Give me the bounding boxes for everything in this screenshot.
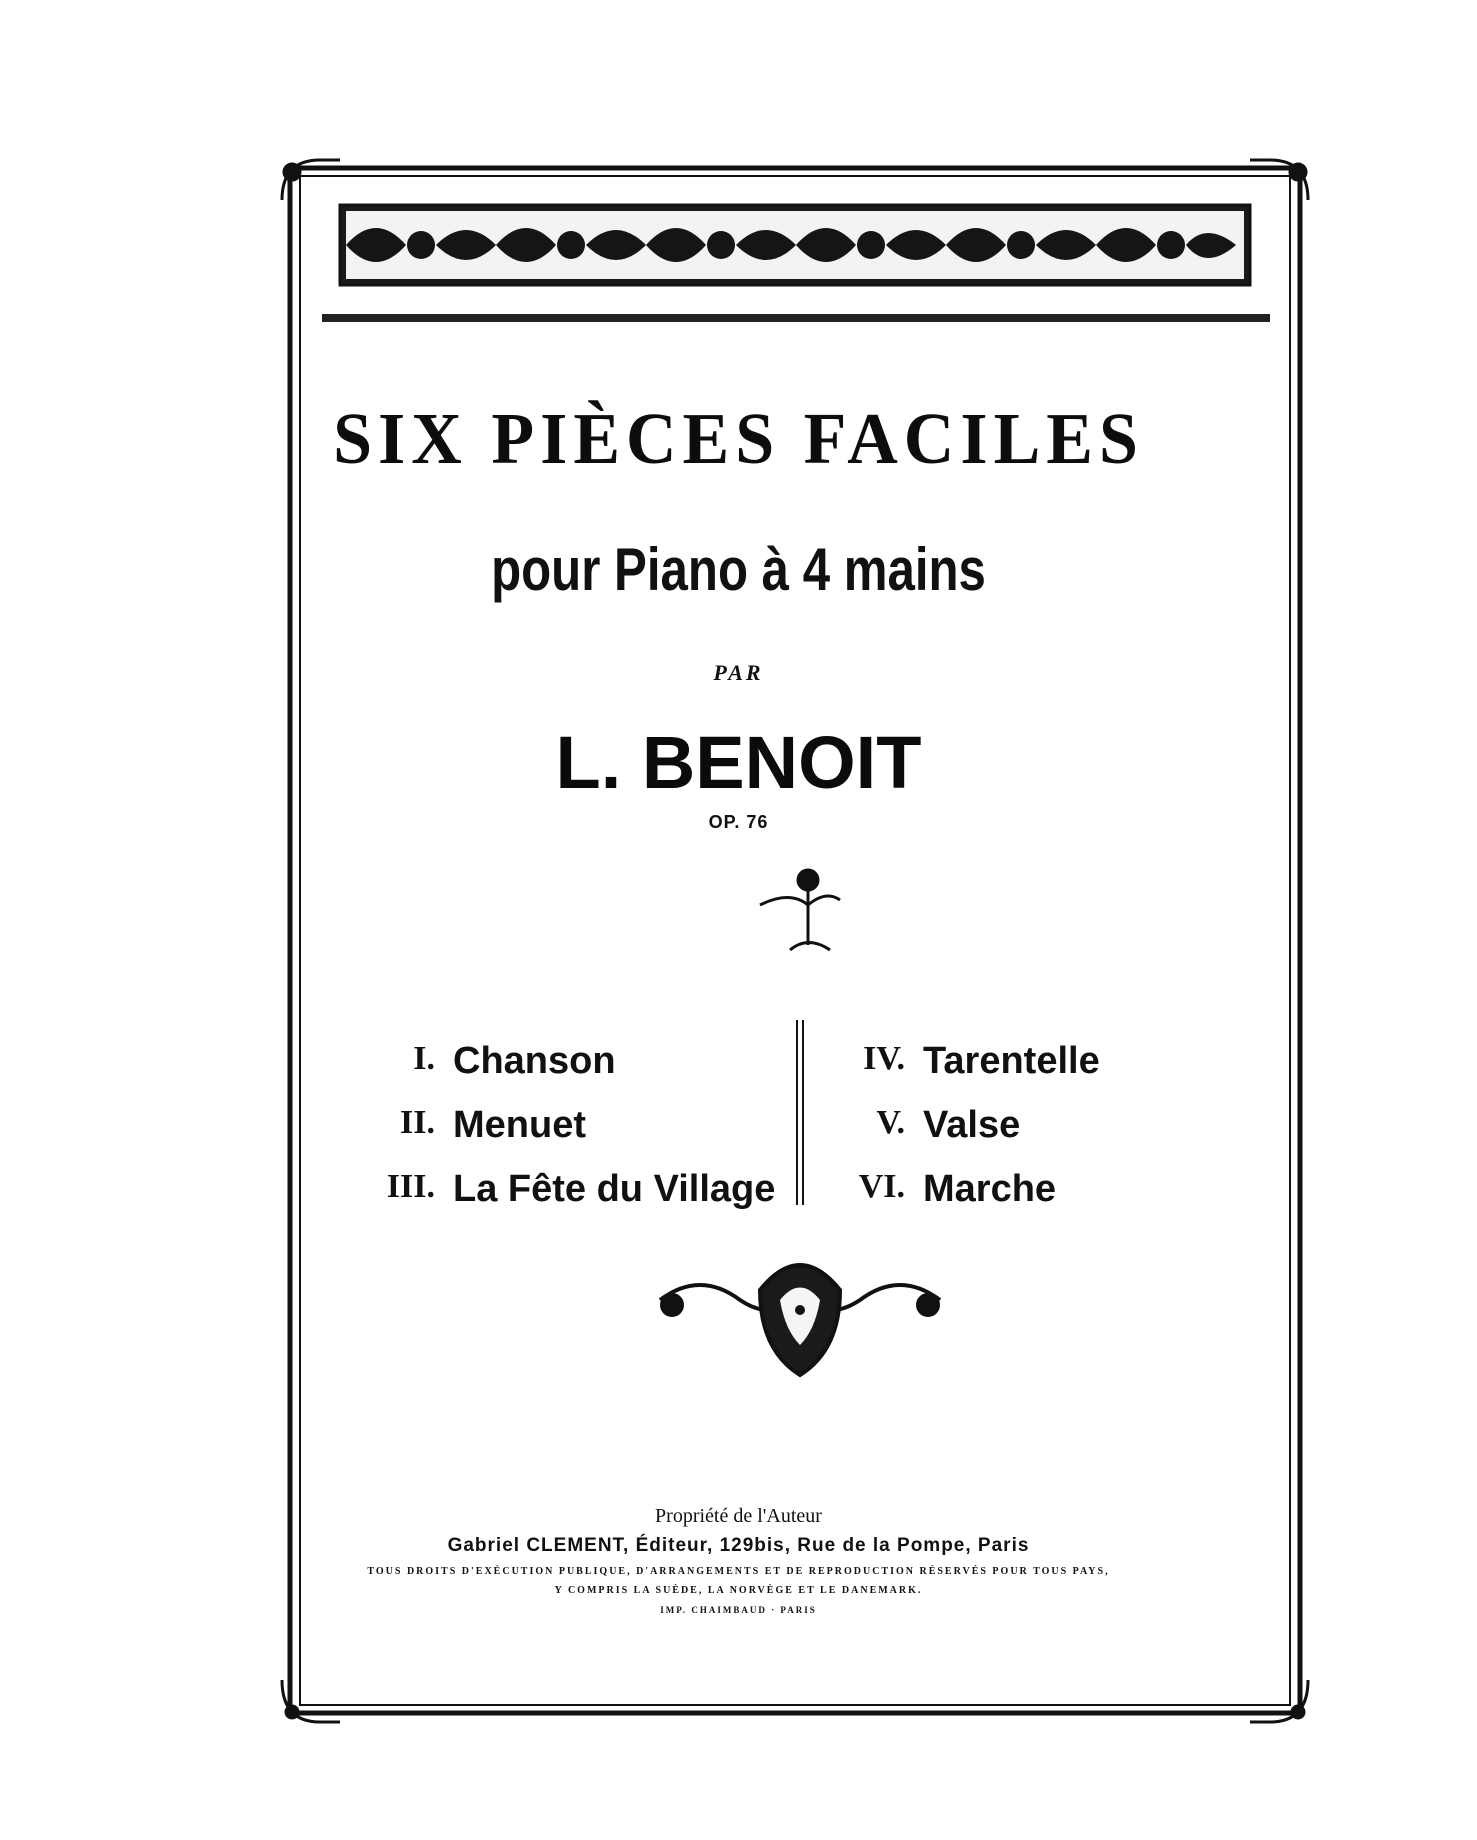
piece-title: Chanson [453,1040,616,1082]
page-subtitle: pour Piano à 4 mains [491,536,986,603]
piece-title: Tarentelle [923,1040,1100,1082]
rights-notice-line1: TOUS DROITS D'EXÉCUTION PUBLIQUE, D'ARRANGEMENTS ET DE REPRODUCTION RÉSERVÉS POUR TOUS PAYS, [367,1566,1110,1577]
piece-number: IV. [863,1040,905,1077]
list-item [825,1168,1056,1211]
publisher-line: Gabriel CLEMENT, Éditeur, 129bis, Rue de la Pompe, Paris [447,1535,1030,1556]
piece-number: III. [386,1168,435,1205]
fleuron-ornament-icon [760,870,840,950]
composer-name: L. BENOIT [555,721,922,804]
list-item [355,1040,616,1083]
piece-title: Marche [923,1168,1057,1210]
printer-line: IMP. CHAIMBAUD · PARIS [660,1605,817,1615]
page-title: SIX PIÈCES FACILES [333,399,1144,480]
header-rule [322,314,1270,322]
piece-number: II. [400,1104,435,1141]
list-item [825,1104,1020,1147]
piece-number: VI. [858,1168,905,1205]
list-item [355,1168,775,1211]
piece-title: La Fête du Village [453,1168,776,1210]
list-item [355,1104,586,1147]
piece-title: Menuet [453,1104,586,1146]
piece-number: I. [413,1040,435,1077]
by-label: PAR [713,660,764,685]
floral-header-band [340,205,1250,285]
property-notice: Propriété de l'Auteur [655,1505,822,1527]
piece-title: Valse [923,1104,1021,1146]
rights-notice-line2: Y COMPRIS LA SUÈDE, LA NORVÈGE ET LE DANEMARK. [554,1585,923,1596]
opus-number: OP. 76 [708,812,769,832]
piece-number: V. [876,1104,905,1141]
scroll-ornament-icon [660,1265,940,1375]
list-item [825,1040,1100,1083]
pieces-divider [797,1020,803,1205]
